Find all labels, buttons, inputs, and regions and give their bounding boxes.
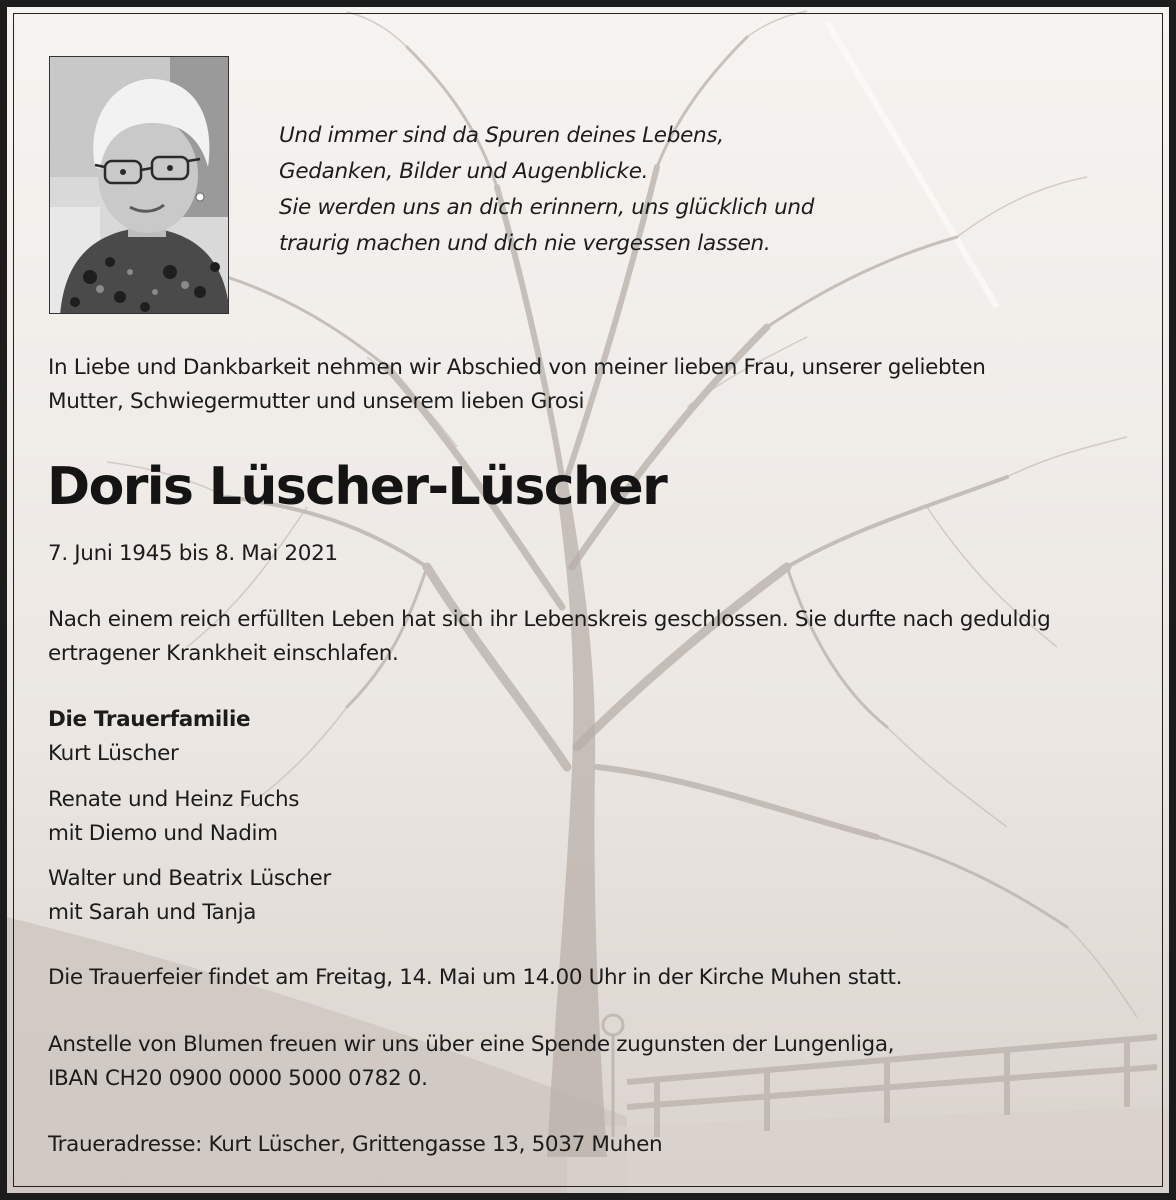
paragraph-line: ertragener Krankheit einschlafen. — [48, 641, 399, 666]
family-member-group — [48, 737, 179, 771]
poem-line: Sie werden uns an dich erinnern, uns glücklich und — [279, 195, 815, 220]
family-member-line: mit Sarah und Tanja — [48, 900, 257, 925]
memorial-poem — [279, 118, 814, 262]
family-member-line: mit Diemo und Nadim — [48, 821, 278, 846]
portrait-photo — [49, 56, 229, 314]
family-member-line: Kurt Lüscher — [48, 741, 179, 766]
family-member-group — [48, 783, 299, 851]
mourning-address: Traueradresse: Kurt Lüscher, Grittengasse 13, 5037 Muhen — [48, 1132, 663, 1157]
family-member-line: Walter und Beatrix Lüscher — [48, 866, 331, 891]
donation-notice — [48, 1028, 894, 1096]
ceremony-notice: Die Trauerfeier findet am Freitag, 14. Mai um 14.00 Uhr in der Kirche Muhen statt. — [48, 965, 903, 990]
farewell-paragraph — [48, 603, 1050, 671]
deceased-name: Doris Lüscher-Lüscher — [47, 457, 667, 517]
life-dates: 7. Juni 1945 bis 8. Mai 2021 — [48, 541, 338, 566]
donation-iban: IBAN CH20 0900 0000 5000 0782 0. — [48, 1066, 428, 1091]
intro-line: In Liebe und Dankbarkeit nehmen wir Abschied von meiner lieben Frau, unserer geliebten — [48, 355, 986, 380]
donation-line: Anstelle von Blumen freuen wir uns über eine Spende zugunsten der Lungenliga, — [48, 1032, 895, 1057]
intro-text — [48, 351, 986, 419]
poem-line: traurig machen und dich nie vergessen lassen. — [279, 231, 771, 256]
family-member-group — [48, 862, 331, 930]
family-member-line: Renate und Heinz Fuchs — [48, 787, 300, 812]
poem-line: Gedanken, Bilder und Augenblicke. — [279, 159, 649, 184]
poem-line: Und immer sind da Spuren deines Lebens, — [279, 123, 724, 148]
family-heading: Die Trauerfamilie — [48, 707, 251, 732]
intro-line: Mutter, Schwiegermutter und unserem lieben Grosi — [48, 389, 585, 414]
paragraph-line: Nach einem reich erfüllten Leben hat sich ihr Lebenskreis geschlossen. Sie durfte nach geduldig — [48, 607, 1051, 632]
